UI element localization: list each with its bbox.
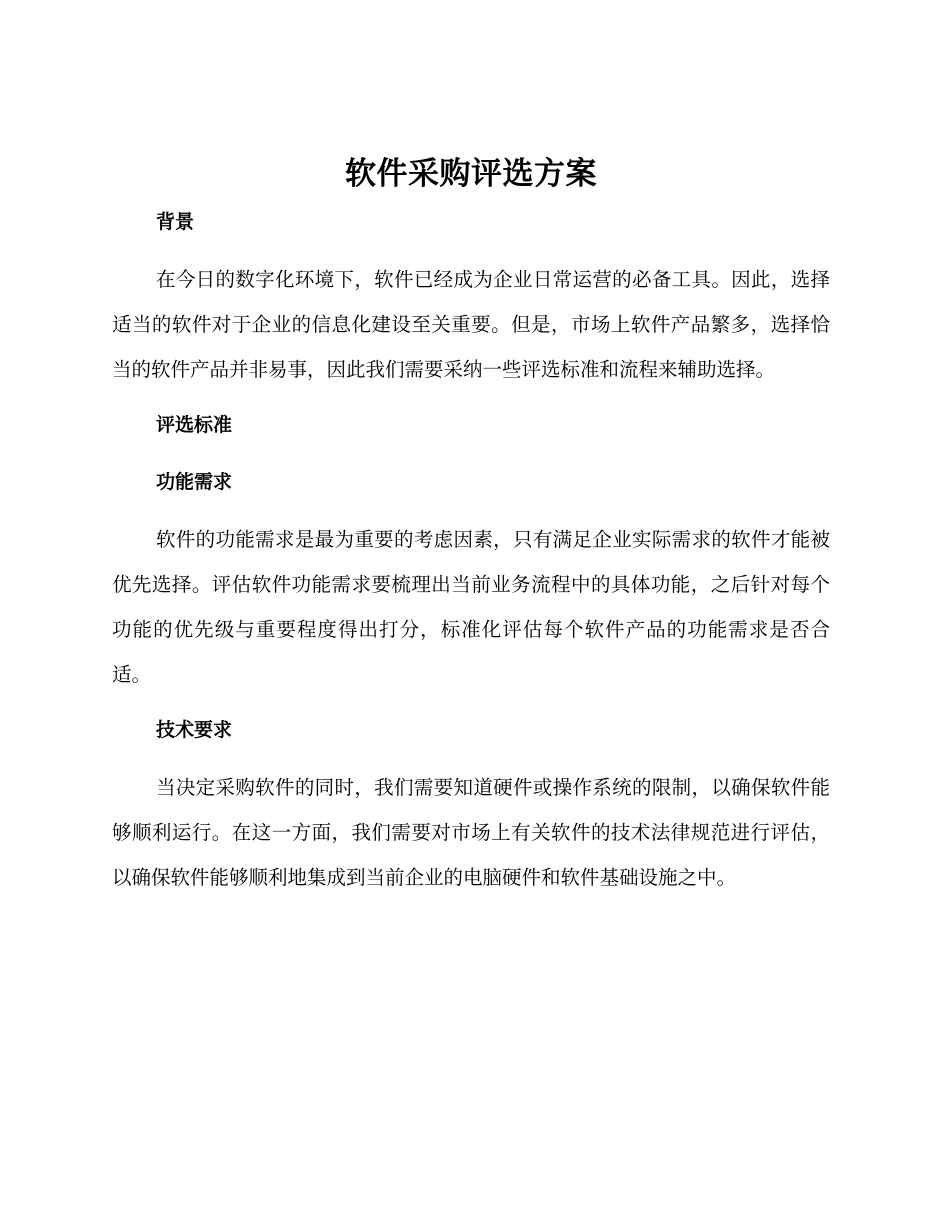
document-title: 软件采购评选方案	[345, 156, 597, 192]
spacer	[112, 752, 830, 765]
section-heading-functional: 功能需求	[156, 471, 233, 493]
spacer	[112, 697, 830, 708]
spacer	[112, 447, 830, 460]
spacer	[112, 392, 830, 403]
paragraph-technical: 当决定采购软件的同时，我们需要知道硬件或操作系统的限制，以确保软件能够顺利运行。在这一方面，我们需要对市场上有关软件的技术法律规范进行评估，以确保软件能够顺利地集成到当前企业的电脑硬件和软件基础设施之中。	[112, 776, 830, 889]
section-heading-technical: 技术要求	[156, 719, 233, 741]
section-heading-criteria: 评选标准	[156, 414, 233, 436]
spacer	[112, 504, 830, 517]
paragraph-background: 在今日的数字化环境下，软件已经成为企业日常运营的必备工具。因此，选择适当的软件对于企业的信息化建设至关重要。但是，市场上软件产品繁多，选择恰当的软件产品并非易事，因此我们需要采纳一些评选标准和流程来辅助选择。	[112, 268, 830, 381]
spacer	[112, 244, 830, 257]
document-page	[112, 148, 830, 900]
paragraph-functional: 软件的功能需求是最为重要的考虑因素，只有满足企业实际需求的软件才能被优先选择。评估软件功能需求要梳理出当前业务流程中的具体功能，之后针对每个功能的优先级与重要程度得出打分，标准化评估每个软件产品的功能需求是否合适。	[112, 528, 830, 686]
section-heading-background: 背景	[156, 211, 195, 233]
